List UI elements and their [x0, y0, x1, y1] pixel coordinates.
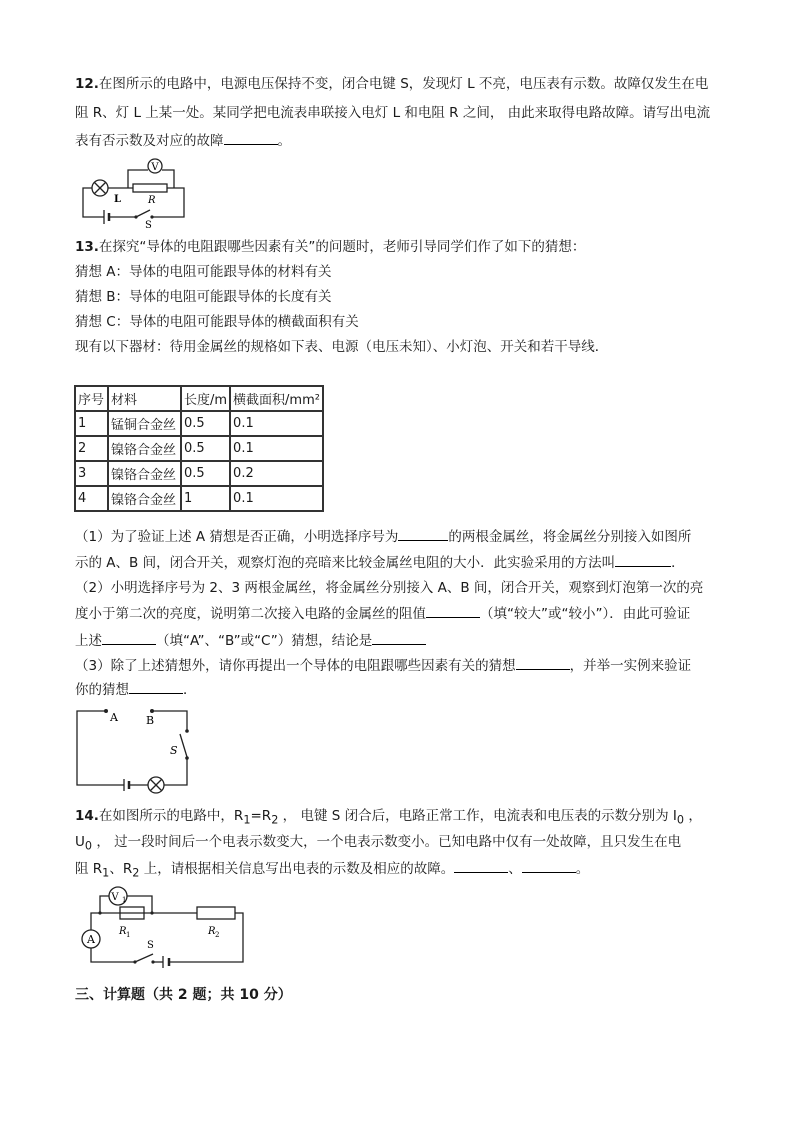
q12-text-3: 表有否示数及对应的故障 [75, 133, 224, 149]
q13-p3-text-c: 你的猜想 [75, 682, 129, 698]
q13-p3-text-d: ． [183, 682, 197, 698]
q13-p2-text-b: 度小于第二次的亮度，说明第二次接入电路的金属丝的阻值 [75, 606, 426, 622]
table-cell: 3 [75, 461, 108, 486]
q13-p1-text-b: 的两根金属丝，将金属丝分别接入如图所 [448, 529, 692, 545]
q14-line1 [75, 806, 702, 831]
table-cell: 镍铬合金丝 [108, 486, 181, 511]
table-cell: 0.1 [230, 411, 323, 436]
q14-line2 [75, 832, 681, 857]
table-cell: 镍铬合金丝 [108, 461, 181, 486]
q14-sub: 0 [676, 813, 685, 827]
q14-sub: 2 [132, 866, 140, 880]
table-cell: 0.5 [181, 436, 230, 461]
switch-label: S [145, 220, 152, 230]
q14-text-1a: 在如图所示的电路中，R [98, 808, 244, 824]
guess-a: 猜想 A：导体的电阻可能跟导体的材料有关 [75, 264, 332, 280]
q14-text-1c: ， [684, 808, 702, 824]
q12-number: 12. [75, 76, 99, 92]
table-cell: 镍铬合金丝 [108, 436, 181, 461]
table-cell: 0.5 [181, 461, 230, 486]
q12-end-mark: 。 [277, 133, 291, 149]
answer-blank[interactable] [372, 630, 426, 645]
q12-line3 [75, 130, 291, 151]
r1-label-sub: 1 [126, 931, 131, 939]
q12-text-1: 在图所示的电路中，电源电压保持不变，闭合电键 S，发现灯 L 不亮，电压表有示数。故障仅发生在电 [98, 76, 709, 92]
lamp-label: L [114, 194, 122, 205]
q14-text-2b: ， 过一段时间后一个电表示数变大，一个电表示数变小。已知电路中仅有一处故障，且只发生在电 [92, 834, 682, 850]
q14-sub: 2 [271, 813, 279, 827]
header-cell: 横截面积/mm² [230, 386, 323, 411]
table-row [75, 411, 323, 436]
voltmeter-label: V [151, 162, 159, 173]
voltmeter-label-sub: 1 [122, 896, 127, 904]
answer-blank[interactable] [522, 858, 576, 873]
q13-number: 13. [75, 239, 99, 255]
answer-blank[interactable] [516, 655, 570, 670]
q14-sub: 1 [102, 866, 110, 880]
q12-line1 [75, 74, 708, 94]
terminal-a-label: A [110, 711, 118, 724]
q14-number: 14. [75, 808, 99, 824]
header-cell: 序号 [75, 386, 108, 411]
switch-label: S [147, 940, 154, 951]
table-cell: 1 [181, 486, 230, 511]
answer-blank[interactable] [102, 630, 156, 645]
q14-sub: 1 [243, 813, 251, 827]
resistor-r2-icon [197, 907, 235, 919]
table-header-row [75, 386, 323, 411]
q13-part3-line2 [75, 679, 197, 700]
q13-p3-text-b: ，并举一实例来验证 [569, 658, 692, 674]
q13-line1 [75, 237, 585, 257]
answer-blank[interactable] [454, 858, 508, 873]
q14-text-1b: ， 电键 S 闭合后，电路正常工作，电流表和电压表的示数分别为 I [278, 808, 677, 824]
guess-b: 猜想 B：导体的电阻可能跟导体的长度有关 [75, 289, 332, 305]
q12-line2: 阻 R、灯 L 上某一处。某同学把电流表串联接入电灯 L 和电阻 R 之间， 由此来取得电路故障。请写出电流 [75, 105, 711, 121]
q13-p2-text-c: （填“较大”或“较小”）．由此可验证 [480, 606, 691, 622]
q13-p2-text-e: （填“A”、“B”或“C”）猜想，结论是 [156, 633, 373, 649]
terminal-b-label: B [146, 714, 155, 727]
switch-label: S [170, 744, 178, 757]
resistor-label: R [148, 195, 156, 206]
wire-spec-table [74, 385, 324, 512]
table-row [75, 486, 323, 511]
table-cell: 0.5 [181, 411, 230, 436]
switch-icon [180, 734, 187, 757]
r2-label: R [208, 926, 216, 937]
q13-part1-line1 [75, 526, 691, 547]
q13-part3-line1 [75, 655, 691, 676]
q13-part1-line2 [75, 552, 685, 573]
equipment-line: 现有以下器材：待用金属丝的规格如下表、电源（电压未知）、小灯泡、开关和若干导线． [75, 339, 609, 355]
answer-blank[interactable] [129, 679, 183, 694]
answer-blank[interactable] [426, 603, 480, 618]
q13-part2-line2 [75, 603, 690, 624]
q13-p1-text-a: （1）为了验证上述 A 猜想是否正确，小明选择序号为 [75, 529, 399, 545]
q13-part2-line3 [75, 630, 426, 651]
section-3-heading: 三、计算题（共 2 题；共 10 分） [75, 987, 292, 1003]
q12-circuit-diagram [78, 155, 190, 230]
answer-blank[interactable] [398, 526, 448, 541]
q13-intro: 在探究“导体的电阻跟哪些因素有关”的问题时，老师引导同学们作了如下的猜想： [98, 239, 586, 255]
q13-part2-line1: （2）小明选择序号为 2、3 两根金属丝，将金属丝分别接入 A、B 间，闭合开关，观察到灯泡第一次的亮 [75, 580, 704, 596]
header-cell: 长度/m [181, 386, 230, 411]
q14-text-2a: U [75, 834, 85, 850]
table-cell: 锰铜合金丝 [108, 411, 181, 436]
q14-end-mark: 。 [575, 861, 590, 877]
q14-text-eq: =R [250, 808, 272, 824]
table-cell: 0.2 [230, 461, 323, 486]
table-cell: 0.1 [230, 436, 323, 461]
switch-icon [135, 954, 153, 962]
table-row [75, 436, 323, 461]
q13-p3-text-a: （3）除了上述猜想外，请你再提出一个导体的电阻跟哪些因素有关的猜想 [75, 658, 516, 674]
table-cell: 1 [75, 411, 108, 436]
guess-c: 猜想 C：导体的电阻可能跟导体的横截面积有关 [75, 314, 359, 330]
table-row [75, 461, 323, 486]
q13-p1-text-d: ． [671, 555, 685, 571]
answer-blank[interactable] [615, 552, 671, 567]
resistor-icon [133, 184, 167, 192]
header-cell: 材料 [108, 386, 181, 411]
table-cell: 0.1 [230, 486, 323, 511]
q14-separator: 、 [508, 861, 522, 877]
terminal-b [150, 709, 154, 713]
r2-label-sub: 2 [215, 931, 220, 939]
q14-line3 [75, 858, 589, 884]
q13-p2-text-d: 上述 [75, 633, 102, 649]
table-cell: 2 [75, 436, 108, 461]
voltmeter-label: V [111, 892, 119, 903]
switch-icon [136, 210, 150, 217]
ammeter-label: A [87, 933, 95, 946]
table-cell: 4 [75, 486, 108, 511]
q14-text-3b: 、R [109, 861, 133, 877]
q14-text-3c: 上，请根据相关信息写出电表的示数及相应的故障。 [139, 861, 455, 877]
q14-circuit-diagram [75, 882, 251, 974]
r1-label: R [119, 926, 127, 937]
q13-p1-text-c: 示的 A、B 间，闭合开关，观察灯泡的亮暗来比较金属丝电阻的大小．此实验采用的方法叫 [75, 555, 616, 571]
answer-blank[interactable] [224, 130, 278, 145]
q14-sub: 0 [84, 839, 93, 853]
q13-circuit-diagram [72, 703, 197, 795]
q14-text-3a: 阻 R [75, 861, 103, 877]
terminal-a [104, 709, 108, 713]
